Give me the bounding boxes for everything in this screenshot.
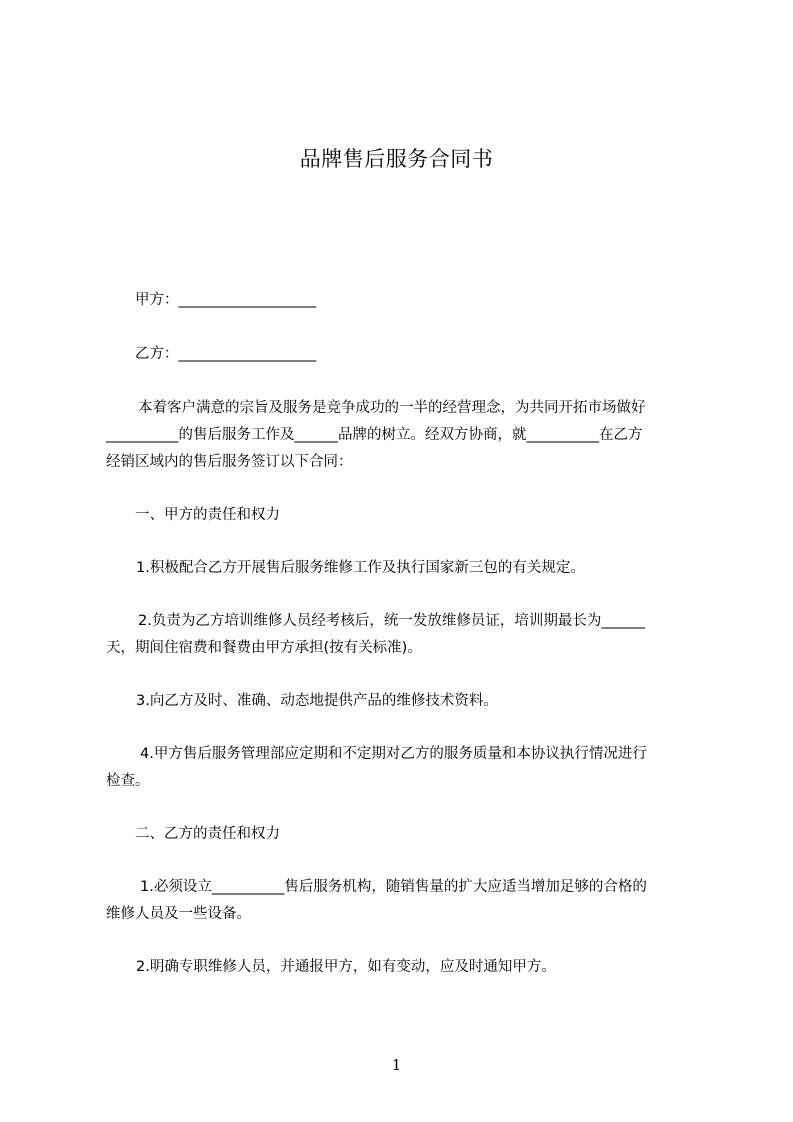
document-title: 品牌售后服务合同书: [299, 147, 494, 171]
section-2-item-1-line-1: 1.必须设立__________售后服务机构，随销售量的扩大应适当增加足够的合格的: [140, 879, 647, 895]
section-2-heading: 二、乙方的责任和权力: [135, 826, 280, 842]
party-b-line: 乙方：___________________: [135, 346, 317, 362]
section-1-item-2-line-2: 天，期间住宿费和餐费由甲方承担(按有关标准)。: [106, 640, 422, 656]
section-1-item-2-line-1: 2.负责为乙方培训维修人员经考核后，统一发放维修员证，培训期最长为______: [138, 613, 645, 629]
section-2-item-2: 2.明确专职维修人员，并通报甲方，如有变动，应及时通知甲方。: [136, 959, 556, 975]
section-1-item-4-line-1: 4.甲方售后服务管理部应定期和不定期对乙方的服务质量和本协议执行情况进行: [140, 746, 647, 762]
intro-line-2: __________的售后服务工作及______品牌的树立。经双方协商，就__________在乙方: [106, 427, 643, 443]
party-a-line: 甲方：___________________: [135, 292, 317, 308]
page-number: 1: [391, 1056, 402, 1074]
intro-line-1: 本着客户满意的宗旨及服务是竞争成功的一半的经营理念，为共同开拓市场做好: [138, 400, 646, 416]
section-1-heading: 一、甲方的责任和权力: [135, 507, 280, 523]
section-1-item-3: 3.向乙方及时、准确、动态地提供产品的维修技术资料。: [136, 693, 498, 709]
intro-line-3: 经销区域内的售后服务签订以下合同：: [106, 454, 353, 470]
section-1-item-4-line-2: 检查。: [106, 773, 150, 789]
section-1-item-1: 1.积极配合乙方开展售后服务维修工作及执行国家新三包的有关规定。: [136, 560, 585, 576]
section-2-item-1-line-2: 维修人员及一些设备。: [106, 906, 251, 922]
